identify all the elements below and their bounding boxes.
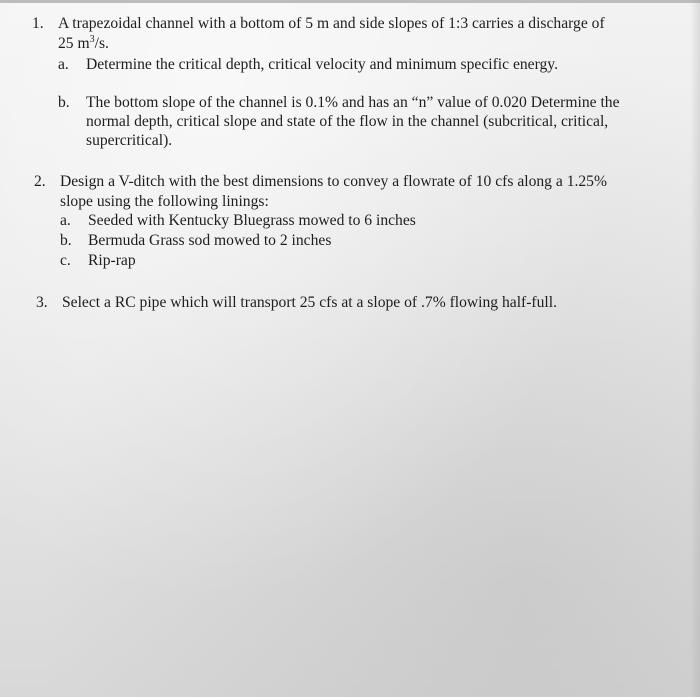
question-2b-text: Bermuda Grass sod mowed to 2 inches [88,232,332,249]
discharge-exponent: 3 [89,34,95,45]
discharge-value: 25 m [58,35,90,52]
question-1b-label: b. [58,94,70,111]
question-2c-label: c. [60,252,71,269]
question-2-text-line-2: slope using the following linings: [60,193,269,210]
question-1-number: 1. [32,15,44,32]
question-2c-text: Rip-rap [88,252,136,269]
question-2a-text: Seeded with Kentucky Bluegrass mowed to 6 inches [88,212,416,229]
question-1b-text-line-2: normal depth, critical slope and state of the flow in the channel (subcritical, critical, [86,113,609,130]
question-1a-text: Determine the critical depth, critical velocity and minimum specific energy. [86,56,558,73]
question-1-text-line-1: A trapezoidal channel with a bottom of 5 m and side slopes of 1:3 carries a discharge of [58,15,605,32]
question-2-number: 2. [34,173,46,190]
question-3-text: Select a RC pipe which will transport 25 cfs at a slope of .7% flowing half-full. [62,294,557,311]
question-1-discharge [58,34,109,53]
question-3-number: 3. [36,294,48,311]
question-2-text-line-1: Design a V-ditch with the best dimensions to convey a flowrate of 10 cfs along a 1.25% [60,173,607,190]
question-1b-text-line-3: supercritical). [86,132,173,149]
discharge-unit: /s. [94,35,109,52]
question-2b-label: b. [60,232,72,249]
question-1b-text-line-1: The bottom slope of the channel is 0.1% and has an “n” value of 0.020 Determine the [86,94,620,111]
question-1a-label: a. [58,56,69,73]
question-2a-label: a. [60,212,71,229]
